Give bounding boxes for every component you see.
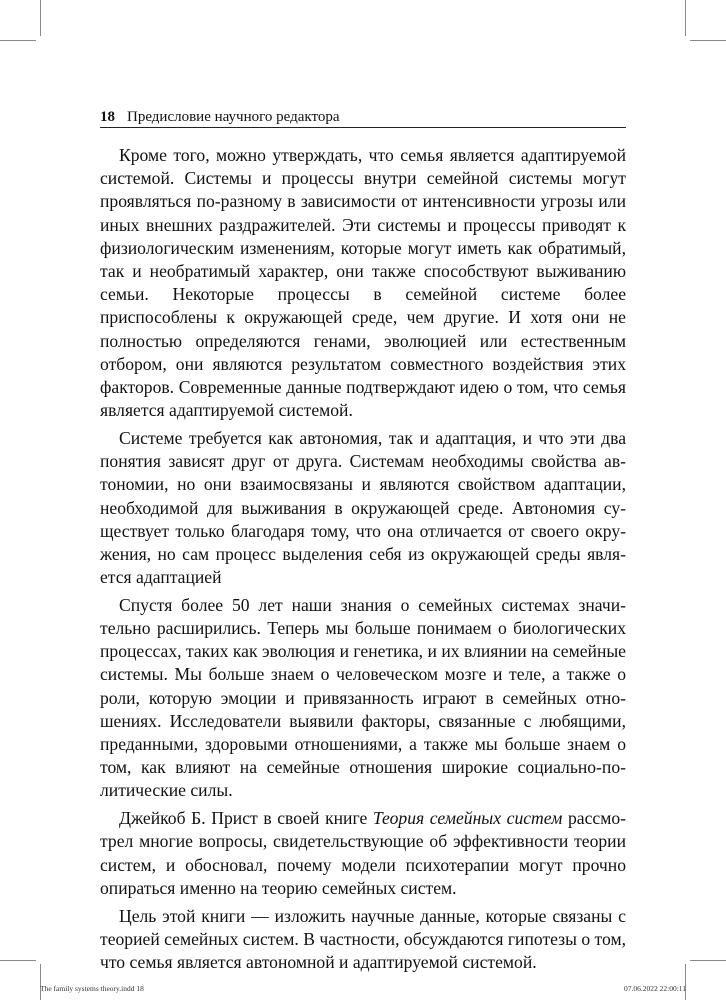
page-number: 18 — [100, 109, 115, 125]
crop-mark — [685, 964, 686, 1000]
book-title: Теория семейных систем — [372, 808, 563, 829]
slug-timestamp: 07.06.2022 22:00:11 — [623, 984, 686, 993]
paragraph-text: рассмотрел многие вопросы, свидетельствующие об эффективности теории систем, и обосновал, почему модели психотерапии могут прочно опираться именно на теорию семейных систем. — [100, 808, 626, 898]
paragraph: Кроме того, можно утверждать, что семья является адаптируемой системой. Системы и процессы внутри семейной системы могут проявляться по-разному в зависимости от интенсивности угрозы или иных внешних раздражителей. Эти системы и процессы приводят к физиологическим изменениям, которые могут иметь как обратимый, так и необратимый характер, они также способствуют выживанию семьи. Некоторые процессы в семейной системе более приспособлены к окружающей среде, чем другие. И хотя они не полностью определяются генами, эволюцией или естественным отбором, они являются результатом совместного воздействия этих факторов. Современные данные подтверждают идею о том, что семья является адаптируемой системой. — [100, 145, 626, 421]
crop-mark — [690, 960, 726, 961]
crop-mark — [685, 0, 686, 36]
paragraph — [100, 807, 626, 900]
crop-mark — [0, 40, 36, 41]
body-text — [100, 144, 626, 979]
crop-mark — [690, 40, 726, 41]
slug-file-name: The family systems theory.indd 18 — [40, 984, 144, 993]
crop-mark — [40, 964, 41, 1000]
header-rule — [100, 127, 626, 128]
running-title: Предисловие научного редактора — [127, 109, 340, 125]
paragraph-text: Джейкоб Б. Прист в своей книге — [119, 808, 373, 829]
running-header — [100, 108, 626, 126]
paragraph: Спустя более 50 лет наши знания о семейных системах значительно расширились. Теперь мы больше понимаем о биологических процессах, таких как эволюция и генетика, и их влиянии на семейные системы. Мы больше знаем о человеческом мозге и теле, а также о роли, которую эмоции и привязанность играют в семейных отношениях. Исследователи выявили факторы, связанные с любящими, преданными, здоровыми отношениями, а также мы больше знаем о том, как влияют на семейные отношения широкие социально-политические силы. — [100, 594, 626, 801]
paragraph: Цель этой книги — изложить научные данные, которые связаны с теорией семейных систем. В частности, обсуждаются гипотезы о том, что семья является автономной и адаптируемой системой. — [100, 905, 626, 972]
crop-mark — [0, 960, 36, 961]
crop-mark — [40, 0, 41, 36]
paragraph: Системе требуется как автономия, так и адаптация, и что эти два понятия зависят друг от друга. Системам необходимы свойства автономии, но они взаимосвязаны и являются свойством адаптации, необходимой для выживания в окружающей среде. Автономия существует только благодаря тому, что она отличается от своего окружения, но сам процесс выделения себя из окружающей среды является адаптацией — [100, 427, 626, 588]
